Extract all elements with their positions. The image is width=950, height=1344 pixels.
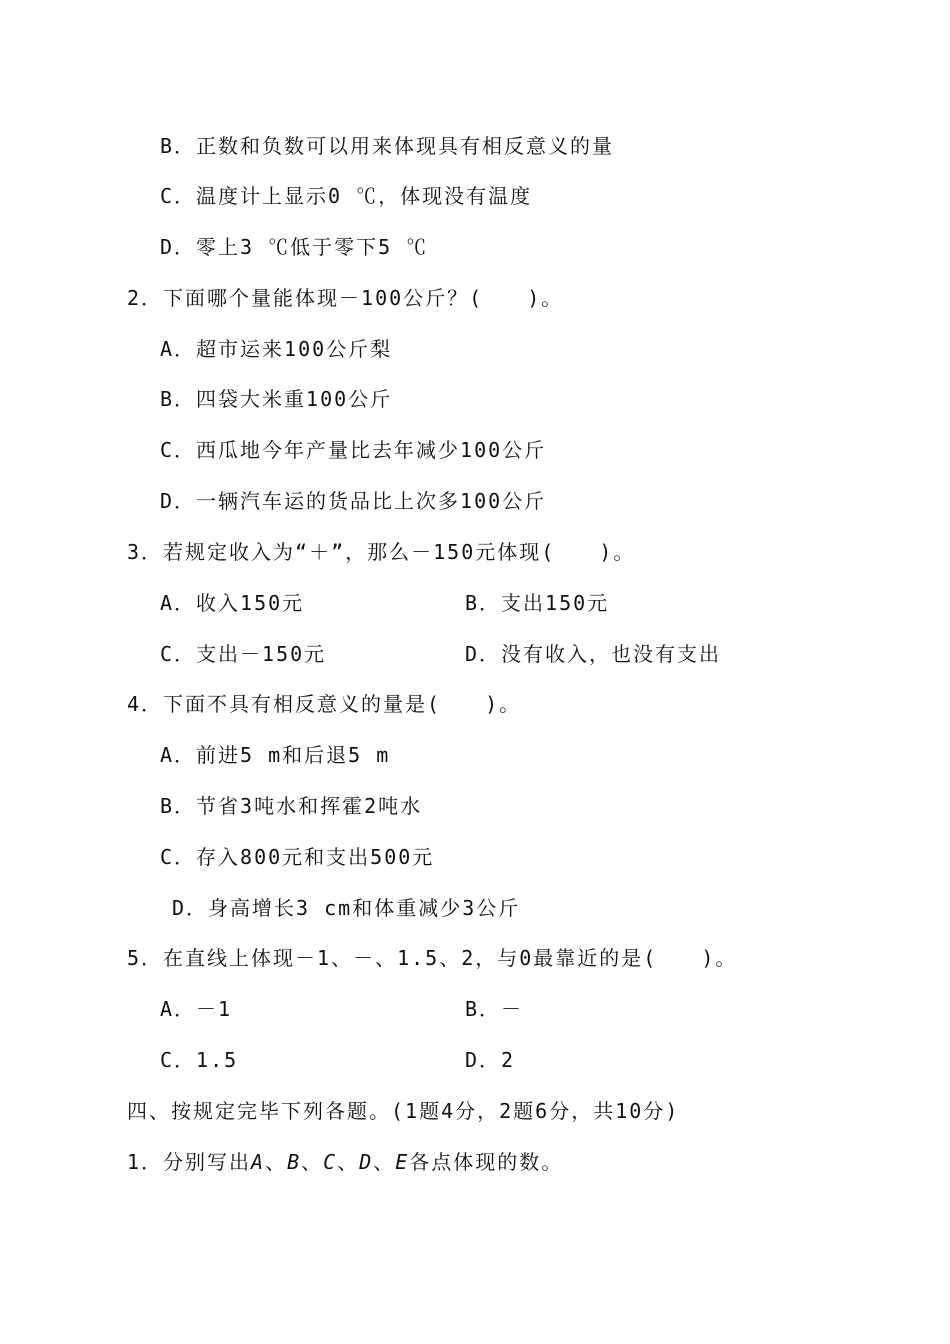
q1-prefix: 1．分别写出 [127, 1150, 252, 1174]
q4-option-b: B．节省3吨水和挥霍2吨水 [160, 794, 423, 818]
q3-option-a: A．收入150元 [160, 591, 305, 615]
q5-option-a: A．－1 [160, 997, 233, 1021]
point-c-label: C [323, 1150, 338, 1174]
section-four-question-one [127, 1148, 563, 1176]
q1-option-c: C．温度计上显示0 ℃，体现没有温度 [160, 184, 533, 208]
separator: 、 [373, 1150, 396, 1174]
q5-stem: 5．在直线上体现－1、－、1.5、2，与0最靠近的是( )。 [127, 946, 738, 970]
q2-stem: 2．下面哪个量能体现－100公斤？( )。 [127, 286, 564, 310]
q3-option-c: C．支出－150元 [160, 642, 327, 666]
q5-option-d: D．2 [465, 1048, 516, 1072]
separator: 、 [265, 1150, 288, 1174]
q4-stem: 4．下面不具有相反意义的量是( )。 [127, 692, 522, 716]
separator: 、 [301, 1150, 324, 1174]
q4-option-a: A．前进5 m和后退5 m [160, 743, 391, 767]
point-a-label: A [251, 1150, 266, 1174]
q5-option-b: B．－ [465, 997, 524, 1021]
q3-option-d: D．没有收入，也没有支出 [465, 642, 722, 666]
section-four-heading: 四、按规定完毕下列各题。(1题4分，2题6分，共10分) [127, 1099, 680, 1123]
q2-option-b: B．四袋大米重100公斤 [160, 387, 393, 411]
q2-option-a: A．超市运来100公斤梨 [160, 337, 393, 361]
point-d-label: D [359, 1150, 374, 1174]
point-e-label: E [395, 1150, 410, 1174]
q4-option-c: C．存入800元和支出500元 [160, 845, 435, 869]
point-b-label: B [287, 1150, 302, 1174]
separator: 、 [337, 1150, 360, 1174]
q2-option-d: D．一辆汽车运的货品比上次多100公斤 [160, 489, 547, 513]
q1-option-b: B．正数和负数可以用来体现具有相反意义的量 [160, 134, 615, 158]
q4-option-d: D．身高增长3 cm和体重减少3公斤 [172, 896, 521, 920]
q1-option-d: D．零上3 ℃低于零下5 ℃ [160, 235, 429, 259]
q3-stem: 3．若规定收入为“＋”，那么－150元体现( )。 [127, 540, 636, 564]
q2-option-c: C．西瓜地今年产量比去年减少100公斤 [160, 438, 547, 462]
q3-option-b: B．支出150元 [465, 591, 610, 615]
q5-option-c: C．1.5 [160, 1048, 239, 1072]
q1-suffix: 各点体现的数。 [409, 1150, 564, 1174]
